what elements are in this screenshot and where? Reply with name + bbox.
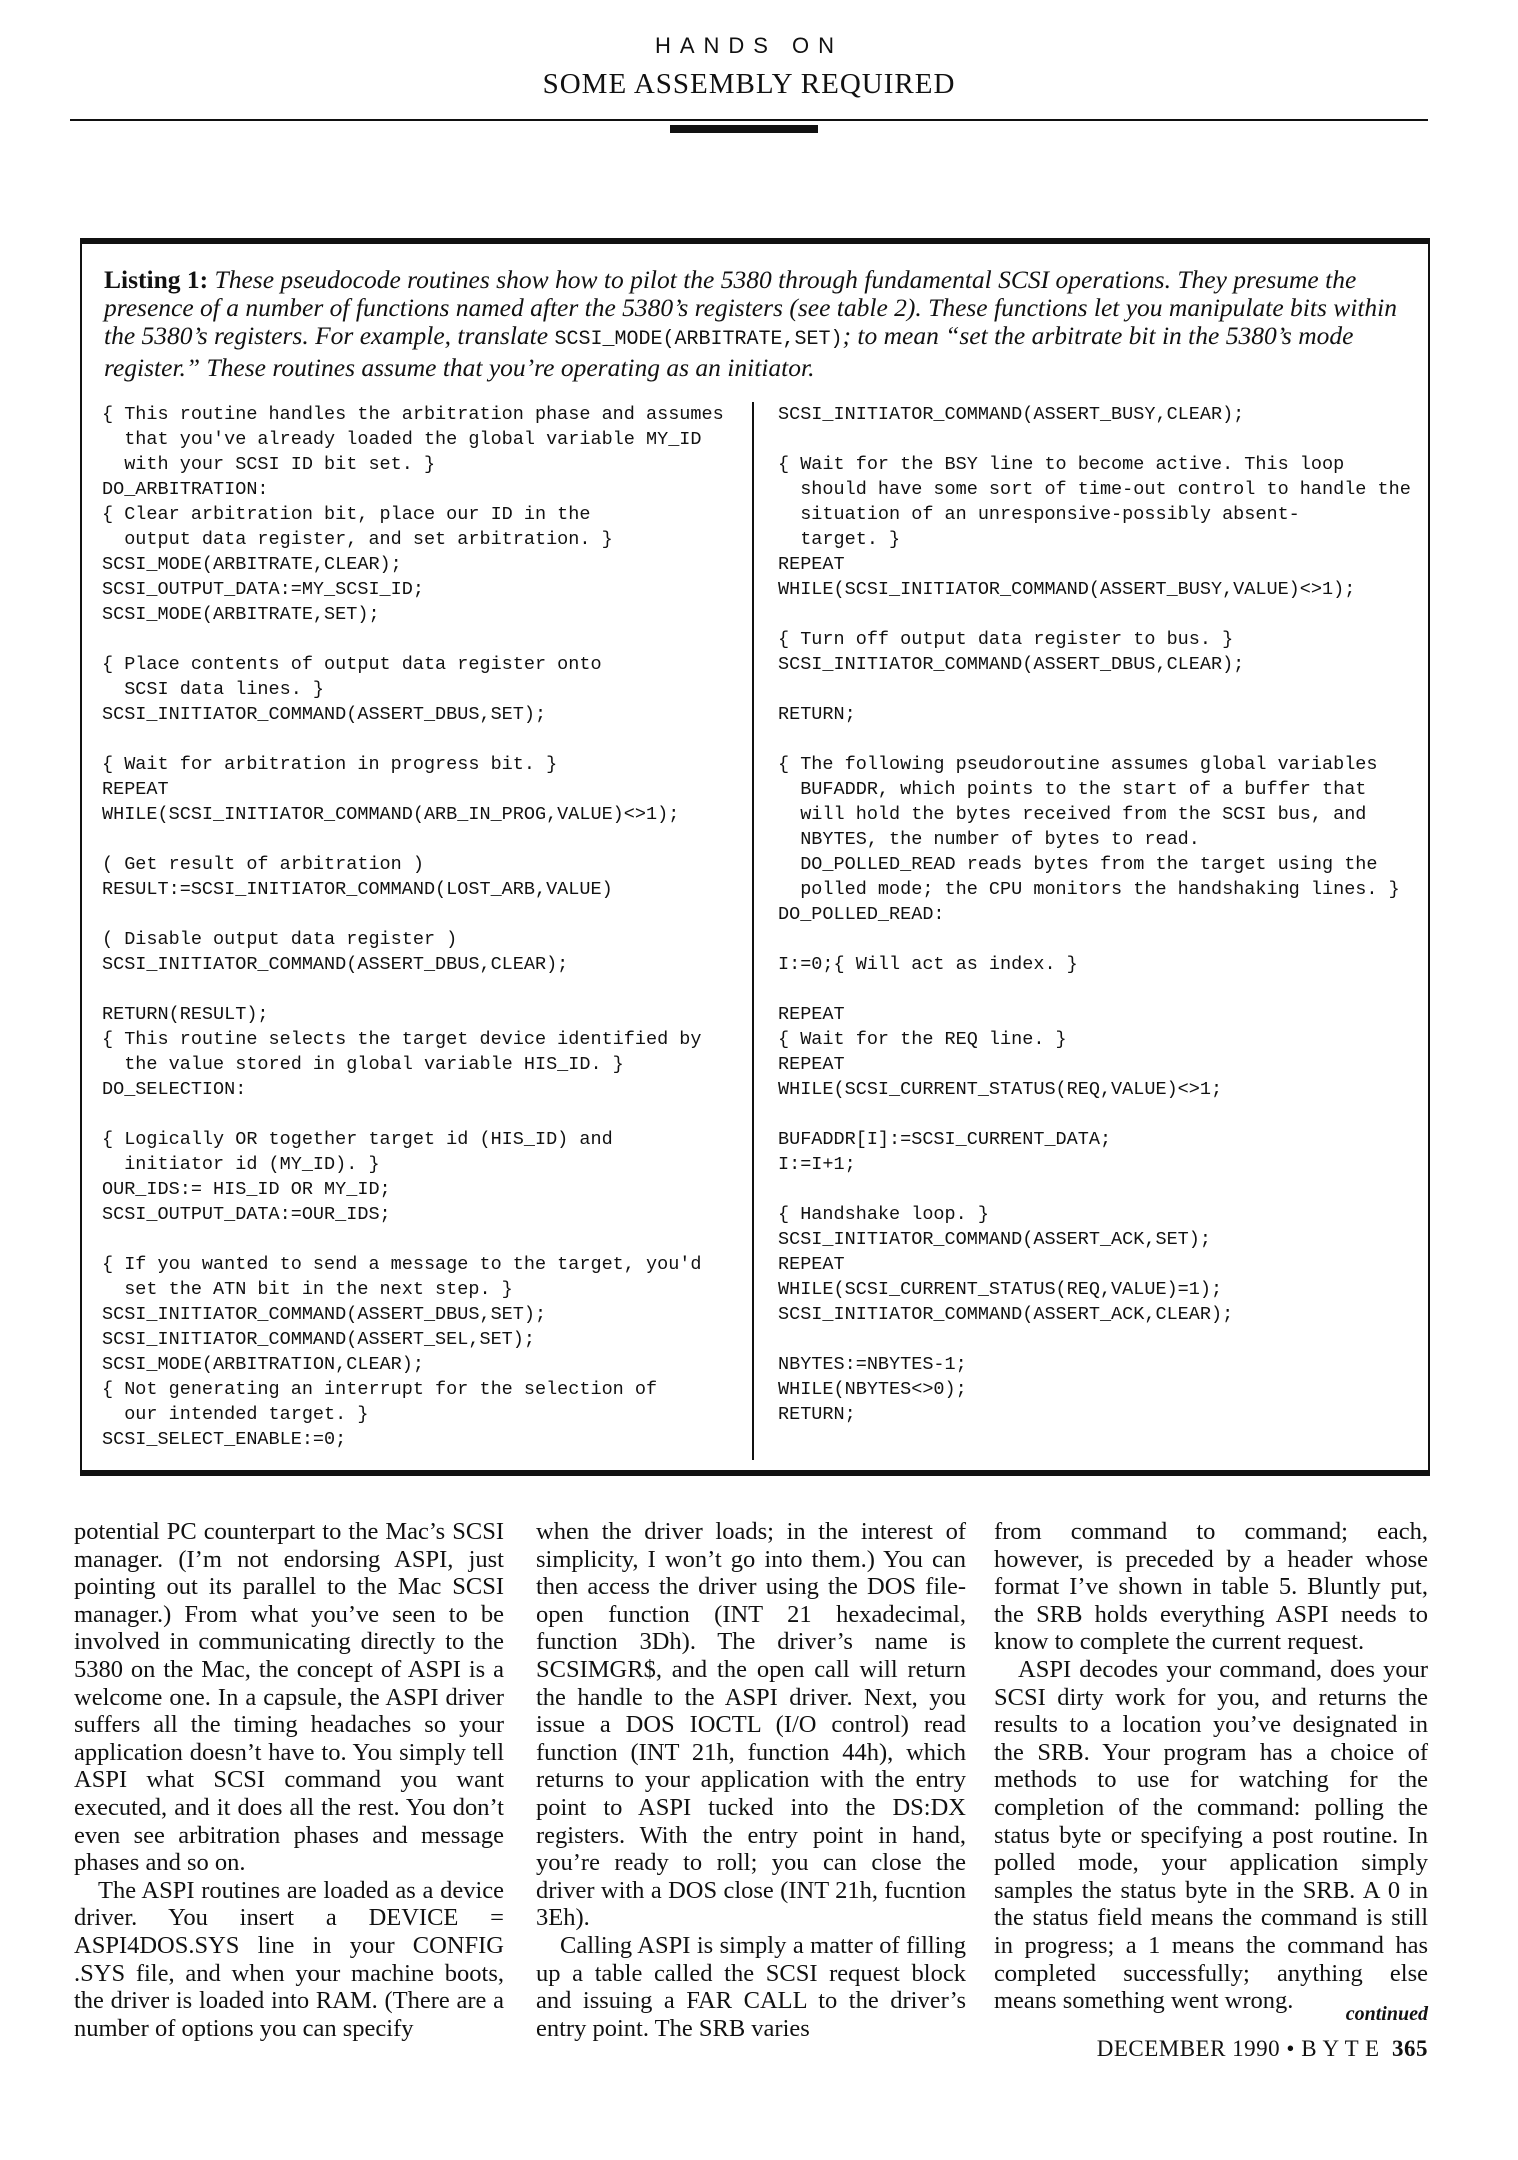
issue-line: DECEMBER 1990 • B Y T E (1096, 2036, 1380, 2061)
code-column-divider (752, 402, 754, 1460)
continued-label: continued (1345, 2003, 1428, 2025)
header-bar (670, 125, 818, 133)
listing-caption (104, 266, 1404, 382)
header-rule (70, 119, 1428, 121)
body-paragraph: The ASPI routines are loaded as a device driver. You insert a DEVICE = ASPI4DOS.SYS line in your CONFIG .SYS file, and when your machine boots, the driver is loaded into RAM. (There are a number of options you can specify (74, 1876, 504, 2042)
body-column-3 (994, 1518, 1428, 2015)
caption-text-1: These pseudocode routines show how to pilot the 5380 through fundamental SCSI operations. They presume the presence of a number of functions named after the 5380’s registers (see table 2). These functions let you manipulate bits within the 5380’s registers. For example, translate (104, 265, 1398, 350)
body-column-1 (74, 1518, 504, 2042)
body-column-2 (536, 1518, 966, 2042)
page-footer (1000, 2034, 1428, 2064)
body-paragraph: Calling ASPI is simply a matter of filling up a table called the SCSI request block and issuing a FAR CALL to the driver’s entry point. The SRB varies (536, 1931, 966, 2042)
listing-box (80, 238, 1430, 1476)
body-paragraph: potential PC counterpart to the Mac’s SCSI manager. (I’m not endorsing ASPI, just pointing out its parallel to the Mac SCSI manager.) From what you’ve seen to be involved in communicating directly to the 5380 on the Mac, the concept of ASPI is a welcome one. In a capsule, the ASPI driver suffers all the timing headaches so your application doesn’t have to. You simply tell ASPI what SCSI command you want executed, and it does all the rest. You don’t even see arbitration phases and message phases and so on. (74, 1518, 504, 1877)
caption-code: SCSI_MODE(ARBITRATE,SET) (554, 328, 843, 351)
page-title: SOME ASSEMBLY REQUIRED (542, 68, 956, 100)
page-header (70, 30, 1428, 104)
caption-text-2: ; to mean “set the arbitrate bit in the 5380’s mode register.” These routines assume that you’re operating as an initiator. (104, 321, 1354, 382)
code-right-column: SCSI_INITIATOR_COMMAND(ASSERT_BUSY,CLEAR); { Wait for the BSY line to become active. This loop should have some sort of time-out control to handle the situation of an unresponsive-possibly absent- target. } REPEAT WHILE(SCSI_INITIATOR_COMMAND(ASSERT_BUSY,VALUE)<>1); { Turn off output data register to bus. } SCSI_INITIATOR_COMMAND(ASSERT_DBUS,CLEAR); RETURN; { The following pseudoroutine assumes global variables BUFADDR, which points to the start of a buffer that will hold the bytes received from the SCSI bus, and NBYTES, the number of bytes to read. DO_POLLED_READ reads bytes from the target using the polled mode; the CPU monitors the handshaking lines. } DO_POLLED_READ: I:=0;{ Will act as index. } REPEAT { Wait for the REQ line. } REPEAT WHILE(SCSI_CURRENT_STATUS(REQ,VALUE)<>1; BUFADDR[I]:=SCSI_CURRENT_DATA; I:=I+1; { Handshake loop. } SCSI_INITIATOR_COMMAND(ASSERT_ACK,SET); REPEAT WHILE(SCSI_CURRENT_STATUS(REQ,VALUE)=1); SCSI_INITIATOR_COMMAND(ASSERT_ACK,CLEAR); NBYTES:=NBYTES-1; WHILE(NBYTES<>0); RETURN; (778, 404, 1411, 1425)
body-paragraph: when the driver loads; in the interest of simplicity, I won’t go into them.) You can then access the driver using the DOS file-open function (INT 21 hexadecimal, function 3Dh). The driver’s name is SCSIMGR$, and the open call will return the handle to the ASPI driver. Next, you issue a DOS IOCTL (I/O control) read function (INT 21h, function 44h), which returns to your application with the entry point to ASPI tucked into the DS:DX registers. With the entry point in hand, you’re ready to roll; you can close the driver with a DOS close (INT 21h, fucntion 3Eh). (536, 1518, 966, 1932)
body-paragraph: from command to command; each, however, is preceded by a header whose format I’ve shown in table 5. Bluntly put, the SRB holds everything ASPI needs to know to complete the current request. (994, 1518, 1428, 1656)
listing-label: Listing 1: (104, 265, 209, 294)
body-paragraph: ASPI decodes your command, does your SCSI dirty work for you, and returns the results to a location you’ve designated in the SRB. Your program has a choice of methods to use for watching for the completion of the command: polling the status byte or specifying a post routine. In polled mode, your application simply samples the status byte in the SRB. A 0 in the status field means the command is still in progress; a 1 means the command has completed successfully; anything else means something went wrong. (994, 1655, 1428, 2015)
section-label: HANDS ON (654, 33, 844, 58)
code-left-column: { This routine handles the arbitration phase and assumes that you've already loaded the global variable MY_ID with your SCSI ID bit set. } DO_ARBITRATION: { Clear arbitration bit, place our ID in the output data register, and set arbitration. } SCSI_MODE(ARBITRATE,CLEAR); SCSI_OUTPUT_DATA:=MY_SCSI_ID; SCSI_MODE(ARBITRATE,SET); { Place contents of output data register onto SCSI data lines. } SCSI_INITIATOR_COMMAND(ASSERT_DBUS,SET); { Wait for arbitration in progress bit. } REPEAT WHILE(SCSI_INITIATOR_COMMAND(ARB_IN_PROG,VALUE)<>1); ( Get result of arbitration ) RESULT:=SCSI_INITIATOR_COMMAND(LOST_ARB,VALUE) ( Disable output data register ) SCSI_INITIATOR_COMMAND(ASSERT_DBUS,CLEAR); RETURN(RESULT); { This routine selects the target device identified by the value stored in global variable HIS_ID. } DO_SELECTION: { Logically OR together target id (HIS_ID) and initiator id (MY_ID). } OUR_IDS:= HIS_ID OR MY_ID; SCSI_OUTPUT_DATA:=OUR_IDS; { If you wanted to send a message to the target, you'd set the ATN bit in the next step. } SCSI_INITIATOR_COMMAND(ASSERT_DBUS,SET); SCSI_INITIATOR_COMMAND(ASSERT_SEL,SET); SCSI_MODE(ARBITRATION,CLEAR); { Not generating an interrupt for the selection of our intended target. } SCSI_SELECT_ENABLE:=0; (102, 404, 724, 1450)
page-number: 365 (1392, 2036, 1428, 2061)
